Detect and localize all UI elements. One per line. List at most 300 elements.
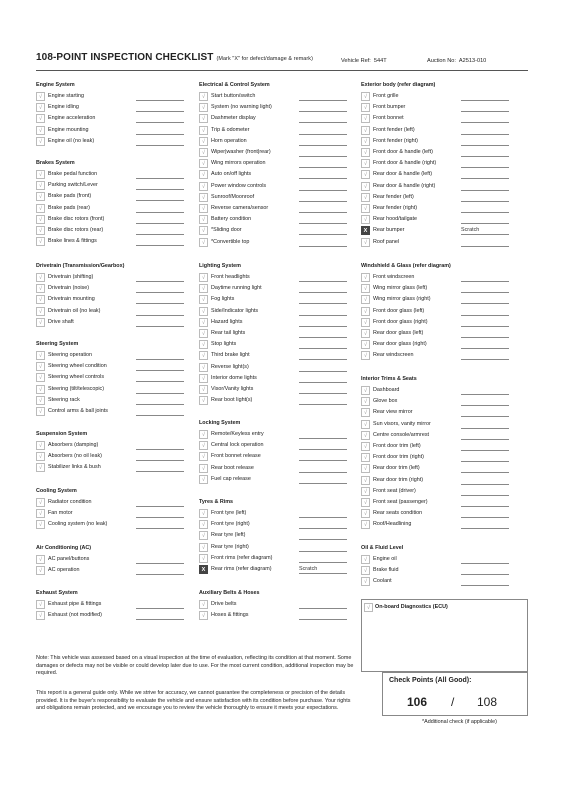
item-label: Coolant: [373, 578, 392, 585]
item-checkbox[interactable]: √: [36, 295, 45, 304]
item-checkbox[interactable]: √: [199, 475, 208, 484]
remark-line: [461, 201, 509, 202]
checklist-item: [361, 442, 511, 451]
item-checkbox[interactable]: √: [361, 204, 370, 213]
item-label: Drive belts: [211, 601, 237, 607]
item-checkbox[interactable]: √: [361, 295, 370, 304]
item-label: Remote/Keyless entry: [211, 431, 264, 437]
section-title: Lighting System: [199, 263, 241, 269]
item-checkbox[interactable]: √: [361, 476, 370, 485]
remark-line: [136, 134, 184, 135]
remark-line: [299, 156, 347, 157]
item-label: Hoses & fittings: [211, 612, 249, 619]
item-label: Exhaust pipe & fittings: [48, 601, 102, 607]
checklist-item: [199, 92, 349, 101]
item-checkbox[interactable]: √: [199, 170, 208, 179]
item-checkbox[interactable]: √: [36, 237, 45, 246]
item-checkbox[interactable]: √: [36, 318, 45, 327]
item-checkbox[interactable]: √: [199, 509, 208, 518]
item-checkbox[interactable]: √: [361, 453, 370, 462]
item-checkbox[interactable]: √: [199, 307, 208, 316]
remark-line: [461, 472, 509, 473]
remark-line: [461, 461, 509, 462]
item-label: Brake lines & fittings: [48, 238, 97, 245]
remark-line: [299, 337, 347, 338]
item-checkbox[interactable]: √: [361, 215, 370, 224]
checklist-item: [36, 509, 186, 518]
checklist-item: [199, 273, 349, 282]
check-points-separator: /: [451, 695, 455, 709]
checklist-subtitle: (Mark "X" for defect/damage & remark): [216, 56, 313, 62]
checklist-item: [361, 226, 511, 235]
item-checkbox[interactable]: √: [361, 182, 370, 191]
remark-line: [136, 315, 184, 316]
remark-line: [299, 393, 347, 394]
item-checkbox[interactable]: √: [199, 193, 208, 202]
item-checkbox[interactable]: √: [36, 273, 45, 282]
checklist-item: [199, 170, 349, 179]
item-checkbox[interactable]: √: [36, 192, 45, 201]
section-title: Auxiliary Belts & Hoses: [199, 590, 260, 596]
item-checkbox[interactable]: √: [36, 215, 45, 224]
remark-line: [461, 178, 509, 179]
item-checkbox[interactable]: √: [36, 498, 45, 507]
item-label: Engine oil: [373, 556, 397, 562]
checklist-item: [199, 284, 349, 293]
item-checkbox[interactable]: √: [36, 204, 45, 213]
item-label: Wing mirrors operation: [211, 160, 266, 167]
item-label: Absorbers (damping): [48, 442, 99, 448]
item-checkbox[interactable]: √: [36, 441, 45, 450]
item-label: Power window controls: [211, 182, 267, 189]
remark-line: [136, 370, 184, 371]
item-label: Front fender (right): [373, 137, 418, 144]
remark-line: [136, 303, 184, 304]
remark-line: [299, 359, 347, 360]
checklist-item: [361, 397, 511, 406]
remark-line: [299, 234, 347, 235]
item-checkbox[interactable]: √: [36, 396, 45, 405]
checklist-item: [361, 386, 511, 395]
checklist-item: [199, 441, 349, 450]
item-checkbox[interactable]: √: [199, 114, 208, 123]
item-checkbox[interactable]: √: [199, 318, 208, 327]
remark-line: [461, 574, 509, 575]
item-label: Front tyre (left): [211, 510, 247, 516]
remark-line: [299, 608, 347, 609]
item-remark[interactable]: Scratch: [461, 227, 480, 234]
remark-line: [136, 574, 184, 575]
item-label: Brake disc rotors (front): [48, 215, 105, 222]
item-checkbox[interactable]: √: [36, 103, 45, 112]
item-checkbox[interactable]: √: [36, 509, 45, 518]
item-label: Front seat (passenger): [373, 499, 428, 505]
item-checkbox[interactable]: √: [199, 340, 208, 349]
item-checkbox[interactable]: √: [361, 193, 370, 202]
item-checkbox[interactable]: √: [361, 397, 370, 406]
item-label: Brake pedal function: [48, 171, 98, 177]
remark-line: [136, 619, 184, 620]
remark-line: [461, 506, 509, 507]
item-checkbox[interactable]: √: [199, 611, 208, 620]
item-checkbox[interactable]: √: [199, 520, 208, 529]
checklist-item: [36, 114, 186, 123]
item-label: Control arms & ball joints: [48, 408, 108, 414]
item-checkbox[interactable]: √: [199, 385, 208, 394]
item-label: Front seat (driver): [373, 487, 416, 494]
remark-line: [299, 551, 347, 552]
remark-line: [461, 303, 509, 304]
remark-line: [461, 495, 509, 496]
remark-line: [136, 212, 184, 213]
checklist-item: [199, 600, 349, 609]
checklist-item: [36, 307, 186, 316]
item-checkbox[interactable]: √: [361, 148, 370, 157]
remark-line: [461, 439, 509, 440]
item-checkbox[interactable]: √: [199, 103, 208, 112]
item-label: Rear door trim (right): [373, 476, 424, 483]
item-label: Reverse light(s): [211, 363, 249, 370]
item-label: Engine idling: [48, 104, 79, 111]
report-guide-note: This report is a general guide only. While we strive for accuracy, we cannot guarantee the completeness or precision of the details provided. It is the buyer's responsibility to evaluate the vehicle and ensure satisfaction with its condition before purchase. Your rights and obligations remain protected, and we encourage you to review the vehicle thoroughly to ensure it meets your expectations.: [36, 690, 351, 712]
remark-line: [299, 111, 347, 112]
item-checkbox[interactable]: X: [361, 226, 370, 235]
item-checkbox[interactable]: √: [199, 374, 208, 383]
vehicle-ref: Vehicle Ref: 544T: [341, 58, 387, 64]
item-checkbox[interactable]: √: [36, 351, 45, 360]
section-title: Suspension System: [36, 431, 88, 437]
item-checkbox[interactable]: √: [36, 373, 45, 382]
checklist-item: [361, 408, 511, 417]
section-title: Interior Trims & Seats: [361, 376, 417, 382]
item-label: Wing mirror glass (right): [373, 296, 431, 303]
checklist-item: [36, 192, 186, 201]
item-label: Visor/Vanity lights: [211, 386, 254, 392]
remark-line: [136, 359, 184, 360]
item-checkbox[interactable]: √: [36, 92, 45, 101]
checklist-item: [199, 182, 349, 191]
checklist-item: [199, 374, 349, 383]
item-label: Side/Indicator lights: [211, 307, 259, 314]
item-label: Cooling system (no leak): [48, 521, 108, 528]
checklist-item: [199, 103, 349, 112]
item-label: Rear door & handle (left): [373, 171, 433, 178]
checklist-item: [361, 566, 511, 575]
item-checkbox[interactable]: √: [199, 396, 208, 405]
checklist-item: [36, 520, 186, 529]
item-label: Rear fender (left): [373, 193, 414, 200]
checklist-item: [361, 509, 511, 518]
item-label: Dashboard: [373, 387, 400, 393]
checklist-item: [361, 182, 511, 191]
item-checkbox[interactable]: √: [36, 463, 45, 472]
checklist-title: 108-POINT INSPECTION CHECKLIST (Mark "X" for defect/damage & remark): [36, 52, 313, 63]
item-checkbox[interactable]: √: [36, 407, 45, 416]
item-checkbox[interactable]: √: [199, 543, 208, 552]
remark-line: [299, 292, 347, 293]
item-checkbox[interactable]: √: [199, 351, 208, 360]
remark-line: [136, 189, 184, 190]
checklist-item: [36, 273, 186, 282]
item-checkbox[interactable]: √: [361, 431, 370, 440]
checklist-item: [199, 295, 349, 304]
item-checkbox[interactable]: √: [199, 273, 208, 282]
item-checkbox[interactable]: √: [361, 307, 370, 316]
checklist-item: [361, 340, 511, 349]
checklist-item: [36, 137, 186, 146]
checklist-item: [199, 204, 349, 213]
item-checkbox[interactable]: √: [36, 611, 45, 620]
item-checkbox[interactable]: √: [361, 114, 370, 123]
checklist-item: [36, 407, 186, 416]
remark-line: [299, 528, 347, 529]
checklist-item: [361, 307, 511, 316]
item-label: Steering wheel condition: [48, 363, 107, 370]
remark-line: [461, 100, 509, 101]
checklist-item: [36, 362, 186, 371]
item-checkbox[interactable]: √: [36, 126, 45, 135]
remark-line: [136, 245, 184, 246]
check-points-total: 108: [477, 695, 498, 709]
item-checkbox[interactable]: X: [199, 565, 208, 574]
item-checkbox[interactable]: √: [199, 329, 208, 338]
item-checkbox[interactable]: √: [199, 204, 208, 213]
item-label: Drive shaft: [48, 318, 74, 325]
item-checkbox[interactable]: √: [36, 600, 45, 609]
item-label: Reverse camera/sensor: [211, 205, 269, 211]
remark-line: [136, 517, 184, 518]
item-checkbox[interactable]: √: [361, 159, 370, 168]
remark-line: [299, 212, 347, 213]
item-checkbox[interactable]: √: [199, 159, 208, 168]
remark-line: [136, 471, 184, 472]
item-checkbox[interactable]: √: [199, 226, 208, 235]
item-checkbox[interactable]: √: [361, 420, 370, 429]
checklist-item: [361, 420, 511, 429]
checklist-item: [199, 226, 349, 235]
remark-line: [299, 562, 347, 563]
checklist-item: [199, 318, 349, 327]
item-remark[interactable]: Scratch: [299, 566, 318, 572]
item-label: Hazard lights: [211, 318, 243, 325]
item-checkbox[interactable]: √: [361, 318, 370, 327]
item-checkbox[interactable]: √: [36, 520, 45, 529]
checklist-item: [199, 340, 349, 349]
remark-line: [136, 393, 184, 394]
item-checkbox[interactable]: √: [361, 555, 370, 564]
item-checkbox[interactable]: √: [361, 351, 370, 360]
ecu-checkbox[interactable]: √: [364, 603, 373, 612]
checklist-item: [36, 237, 186, 246]
item-checkbox[interactable]: √: [199, 148, 208, 157]
remark-line: [136, 234, 184, 235]
item-checkbox[interactable]: √: [361, 273, 370, 282]
remark-line: [461, 326, 509, 327]
checklist-item: [36, 284, 186, 293]
checklist-item: [361, 284, 511, 293]
remark-line: [299, 223, 347, 224]
remark-line: [299, 483, 347, 484]
item-label: Front door & handle (right): [373, 160, 437, 167]
item-checkbox[interactable]: √: [361, 284, 370, 293]
remark-line: [461, 111, 509, 112]
checklist-item: [361, 464, 511, 473]
item-checkbox[interactable]: √: [199, 126, 208, 135]
remark-line: [299, 573, 347, 574]
vehicle-ref-value: 544T: [373, 58, 387, 64]
item-checkbox[interactable]: √: [36, 137, 45, 146]
item-checkbox[interactable]: √: [361, 509, 370, 518]
item-checkbox[interactable]: √: [199, 92, 208, 101]
item-checkbox[interactable]: √: [361, 464, 370, 473]
remark-line: [461, 348, 509, 349]
item-checkbox[interactable]: √: [199, 600, 208, 609]
item-label: Parking switch/Lever: [48, 182, 98, 189]
item-checkbox[interactable]: √: [199, 363, 208, 372]
item-checkbox[interactable]: √: [199, 554, 208, 563]
checklist-item: [36, 498, 186, 507]
item-label: Engine acceleration: [48, 115, 96, 122]
remark-line: [136, 111, 184, 112]
item-checkbox[interactable]: √: [361, 126, 370, 135]
item-checkbox[interactable]: √: [361, 487, 370, 496]
item-label: Central lock operation: [211, 442, 264, 449]
item-checkbox[interactable]: √: [199, 531, 208, 540]
section-title: Exterior body (refer diagram): [361, 82, 436, 88]
item-checkbox[interactable]: √: [36, 362, 45, 371]
item-checkbox[interactable]: √: [199, 284, 208, 293]
item-checkbox[interactable]: √: [361, 103, 370, 112]
remark-line: [299, 122, 347, 123]
item-checkbox[interactable]: √: [36, 114, 45, 123]
item-checkbox[interactable]: √: [36, 452, 45, 461]
item-checkbox[interactable]: √: [199, 137, 208, 146]
item-checkbox[interactable]: √: [199, 441, 208, 450]
item-checkbox[interactable]: √: [199, 215, 208, 224]
item-label: Fuel cap release: [211, 475, 251, 482]
item-checkbox[interactable]: √: [361, 92, 370, 101]
item-label: Wing mirror glass (left): [373, 285, 428, 292]
remark-line: [461, 428, 509, 429]
item-checkbox[interactable]: √: [361, 137, 370, 146]
item-checkbox[interactable]: √: [361, 340, 370, 349]
remark-line: [299, 281, 347, 282]
checklist-item: [361, 204, 511, 213]
checklist-item: [199, 554, 349, 563]
item-label: Drivetrain (shifting): [48, 274, 94, 280]
checklist-item: [361, 351, 511, 360]
section-title: Drivetrain (Transmission/Gearbox): [36, 263, 125, 269]
checklist-item: [199, 464, 349, 473]
remark-line: [299, 145, 347, 146]
remark-line: [461, 484, 509, 485]
checklist-item: [36, 555, 186, 564]
item-checkbox[interactable]: √: [199, 430, 208, 439]
item-checkbox[interactable]: √: [36, 226, 45, 235]
remark-line: [461, 190, 509, 191]
remark-line: [136, 145, 184, 146]
item-checkbox[interactable]: √: [361, 442, 370, 451]
item-label: Rear door & handle (right): [373, 182, 436, 189]
item-label: Brake disc rotors (rear): [48, 227, 104, 233]
item-checkbox[interactable]: √: [36, 181, 45, 190]
remark-line: [461, 528, 509, 529]
checklist-item: [361, 520, 511, 529]
item-checkbox[interactable]: √: [361, 238, 370, 247]
item-checkbox[interactable]: √: [361, 386, 370, 395]
item-checkbox[interactable]: √: [199, 182, 208, 191]
item-checkbox[interactable]: √: [361, 566, 370, 575]
item-label: Front tyre (right): [211, 521, 250, 528]
item-checkbox[interactable]: √: [36, 284, 45, 293]
item-label: Interior dome lights: [211, 374, 257, 381]
remark-line: [461, 156, 509, 157]
remark-line: [136, 404, 184, 405]
item-label: Drivetrain (noise): [48, 285, 90, 292]
item-checkbox[interactable]: √: [36, 307, 45, 316]
item-checkbox[interactable]: √: [36, 170, 45, 179]
remark-line: [136, 528, 184, 529]
checklist-item: [199, 137, 349, 146]
item-label: Rear boot release: [211, 464, 254, 471]
item-checkbox[interactable]: √: [361, 520, 370, 529]
item-checkbox[interactable]: √: [199, 464, 208, 473]
remark-line: [136, 281, 184, 282]
remark-line: [299, 382, 347, 383]
item-checkbox[interactable]: √: [361, 408, 370, 417]
checklist-item: [199, 126, 349, 135]
ecu-label: On-board Diagnostics (ECU): [375, 604, 448, 610]
checklist-item: [36, 215, 186, 224]
item-label: Sunroof/Moonroof: [211, 193, 255, 200]
item-label: Steering rack: [48, 396, 80, 403]
checklist-item: [361, 295, 511, 304]
checklist-item: [361, 215, 511, 224]
remark-line: [461, 450, 509, 451]
item-checkbox[interactable]: √: [361, 577, 370, 586]
item-label: Rear view mirror: [373, 409, 413, 416]
item-checkbox[interactable]: √: [199, 238, 208, 247]
item-checkbox[interactable]: √: [36, 385, 45, 394]
checklist-item: [199, 148, 349, 157]
ecu-diagnostics-box: [361, 599, 528, 672]
item-checkbox[interactable]: √: [361, 170, 370, 179]
item-checkbox[interactable]: √: [199, 452, 208, 461]
checklist-item: [199, 396, 349, 405]
checklist-item: [361, 238, 511, 247]
remark-line: [299, 472, 347, 473]
checklist-item: [36, 126, 186, 135]
checklist-item: [36, 463, 186, 472]
checklist-item: [36, 441, 186, 450]
item-checkbox[interactable]: √: [361, 498, 370, 507]
remark-line: [461, 517, 509, 518]
section-title: Engine System: [36, 82, 75, 88]
checklist-item: [199, 329, 349, 338]
item-label: Roof panel: [373, 238, 400, 245]
remark-line: [299, 167, 347, 168]
item-checkbox[interactable]: √: [36, 555, 45, 564]
additional-check-note: *Additional check (if applicable): [422, 719, 497, 725]
checklist-item: [361, 148, 511, 157]
item-label: *Convertible top: [211, 238, 250, 245]
remark-line: [136, 122, 184, 123]
item-checkbox[interactable]: √: [199, 295, 208, 304]
item-checkbox[interactable]: √: [36, 566, 45, 575]
item-checkbox[interactable]: √: [361, 329, 370, 338]
section-title: Electrical & Control System: [199, 82, 270, 88]
remark-line: [299, 326, 347, 327]
